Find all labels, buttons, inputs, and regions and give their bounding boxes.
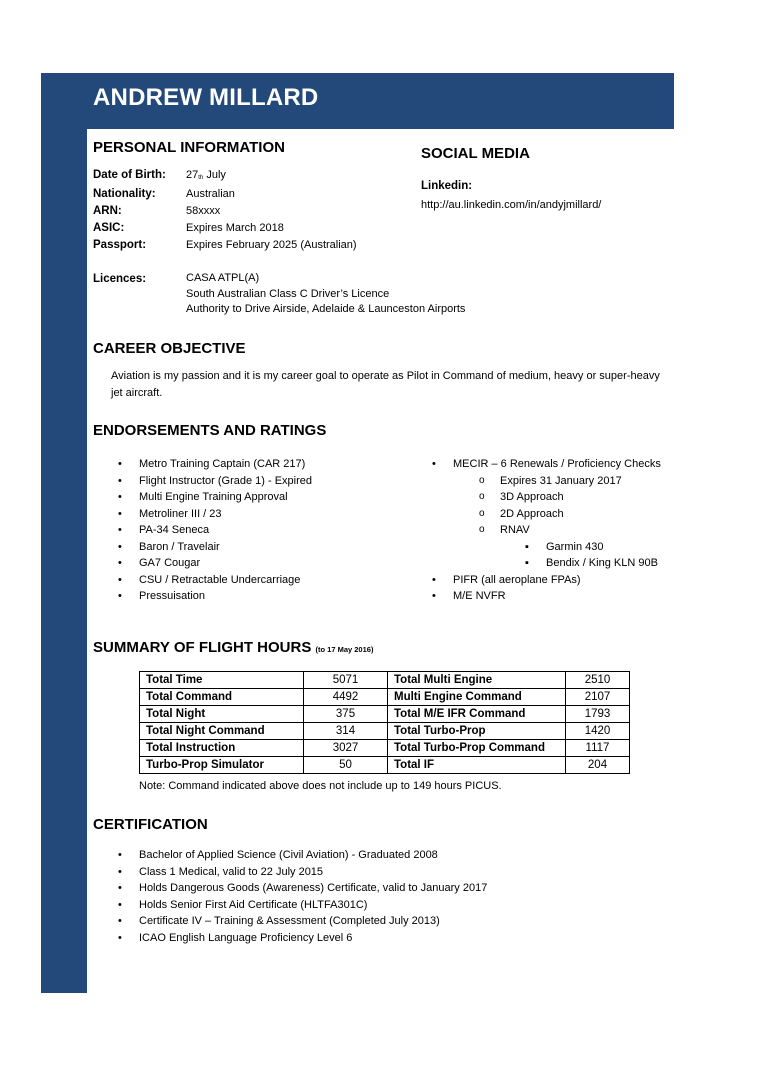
table-cell: 314 — [304, 723, 388, 740]
list-subsubitem: ▪ Garmin 430 — [546, 539, 661, 556]
flight-hours-table — [139, 671, 630, 774]
list-subitem: o 3D Approach — [500, 489, 661, 506]
nationality-label: Nationality: — [93, 188, 156, 200]
career-objective-heading: CAREER OBJECTIVE — [93, 340, 246, 357]
table-cell: 3027 — [304, 740, 388, 757]
table-cell: 375 — [304, 706, 388, 723]
table-cell: Total Night — [140, 706, 304, 723]
table-cell: Multi Engine Command — [388, 689, 566, 706]
licence-item: Authority to Drive Airside, Adelaide & Launceston Airports — [186, 303, 466, 315]
endorsements-right-list — [453, 456, 661, 605]
table-cell: Total Night Command — [140, 723, 304, 740]
list-item: • Holds Senior First Aid Certificate (HLTFA301C) — [139, 897, 487, 914]
list-item: • Bachelor of Applied Science (Civil Aviation) - Graduated 2008 — [139, 847, 487, 864]
table-cell: 1793 — [566, 706, 630, 723]
list-item: • Metroliner III / 23 — [139, 506, 312, 523]
sidebar-accent-bar — [41, 73, 87, 993]
table-cell: Total Instruction — [140, 740, 304, 757]
personal-info-heading: PERSONAL INFORMATION — [93, 139, 285, 156]
dob-label: Date of Birth: — [93, 169, 166, 181]
licences-label: Licences: — [93, 273, 147, 285]
certification-list — [139, 847, 487, 946]
table-cell: 50 — [304, 757, 388, 774]
flight-hours-heading: SUMMARY OF FLIGHT HOURS (to 17 May 2016) — [93, 639, 374, 656]
list-item: • GA7 Cougar — [139, 555, 312, 572]
list-item: • PA-34 Seneca — [139, 522, 312, 539]
list-item: • Multi Engine Training Approval — [139, 489, 312, 506]
table-row — [140, 740, 630, 757]
table-row — [140, 723, 630, 740]
table-cell: Total Time — [140, 672, 304, 689]
arn-value: 58xxxx — [186, 205, 221, 217]
list-item: • Certificate IV – Training & Assessment (Completed July 2013) — [139, 913, 487, 930]
flight-hours-date-note: (to 17 May 2016) — [315, 645, 374, 654]
table-row — [140, 672, 630, 689]
list-item: • PIFR (all aeroplane FPAs) — [453, 572, 661, 589]
table-row — [140, 706, 630, 723]
career-objective-text: Aviation is my passion and it is my career goal to operate as Pilot in Command of medium, heavy or super-heavy jet aircraft. — [111, 370, 660, 399]
candidate-name: ANDREW MILLARD — [93, 84, 319, 111]
table-cell: Total IF — [388, 757, 566, 774]
table-cell: 1117 — [566, 740, 630, 757]
table-cell: Total Multi Engine — [388, 672, 566, 689]
list-subitem: o RNAV — [500, 522, 661, 539]
table-cell: 2107 — [566, 689, 630, 706]
personal-details — [93, 167, 357, 254]
list-item: • CSU / Retractable Undercarriage — [139, 572, 312, 589]
certification-heading: CERTIFICATION — [93, 816, 208, 833]
licence-item: South Australian Class C Driver’s Licence — [186, 287, 390, 300]
list-item: • Metro Training Captain (CAR 217) — [139, 456, 312, 473]
table-cell: Total M/E IFR Command — [388, 706, 566, 723]
list-item: • Flight Instructor (Grade 1) - Expired — [139, 473, 312, 490]
table-cell: Total Turbo-Prop — [388, 723, 566, 740]
dob-value: $27_{th}$ July — [186, 169, 226, 181]
table-cell: Total Turbo-Prop Command — [388, 740, 566, 757]
list-item: • Holds Dangerous Goods (Awareness) Certificate, valid to January 2017 — [139, 880, 487, 897]
endorsements-left-list — [139, 456, 312, 605]
list-subitem: o 2D Approach — [500, 506, 661, 523]
nationality-value: Australian — [186, 188, 235, 200]
table-cell: 2510 — [566, 672, 630, 689]
list-item: • ICAO English Language Proficiency Level 6 — [139, 930, 487, 947]
table-cell: Turbo-Prop Simulator — [140, 757, 304, 774]
table-cell: Total Command — [140, 689, 304, 706]
table-row — [140, 757, 630, 774]
licence-item: CASA ATPL(A) — [186, 272, 260, 284]
table-cell: 5071 — [304, 672, 388, 689]
list-item: • Pressuisation — [139, 588, 312, 605]
passport-label: Passport: — [93, 239, 147, 251]
table-cell: 204 — [566, 757, 630, 774]
passport-value: Expires February 2025 (Australian) — [186, 239, 357, 251]
linkedin-link[interactable]: http://au.linkedin.com/in/andyjmillard/ — [421, 199, 602, 211]
list-item: • M/E NVFR — [453, 588, 661, 605]
social-media-heading: SOCIAL MEDIA — [421, 145, 530, 162]
asic-label: ASIC: — [93, 222, 125, 234]
asic-value: Expires March 2018 — [186, 222, 284, 234]
flight-hours-note: Note: Command indicated above does not include up to 149 hours PICUS. — [139, 780, 502, 792]
list-item: • Class 1 Medical, valid to 22 July 2015 — [139, 864, 487, 881]
linkedin-label: Linkedin: — [421, 180, 473, 192]
list-subitem: o Expires 31 January 2017 — [500, 473, 661, 490]
table-cell: 4492 — [304, 689, 388, 706]
arn-label: ARN: — [93, 205, 122, 217]
endorsements-heading: ENDORSEMENTS AND RATINGS — [93, 422, 327, 439]
list-item: • Baron / Travelair — [139, 539, 312, 556]
list-subsubitem: ▪ Bendix / King KLN 90B — [546, 555, 661, 572]
licences-section — [93, 271, 465, 318]
table-cell: 1420 — [566, 723, 630, 740]
list-item-mecir: • MECIR – 6 Renewals / Proficiency Checks — [453, 456, 661, 473]
table-row — [140, 689, 630, 706]
